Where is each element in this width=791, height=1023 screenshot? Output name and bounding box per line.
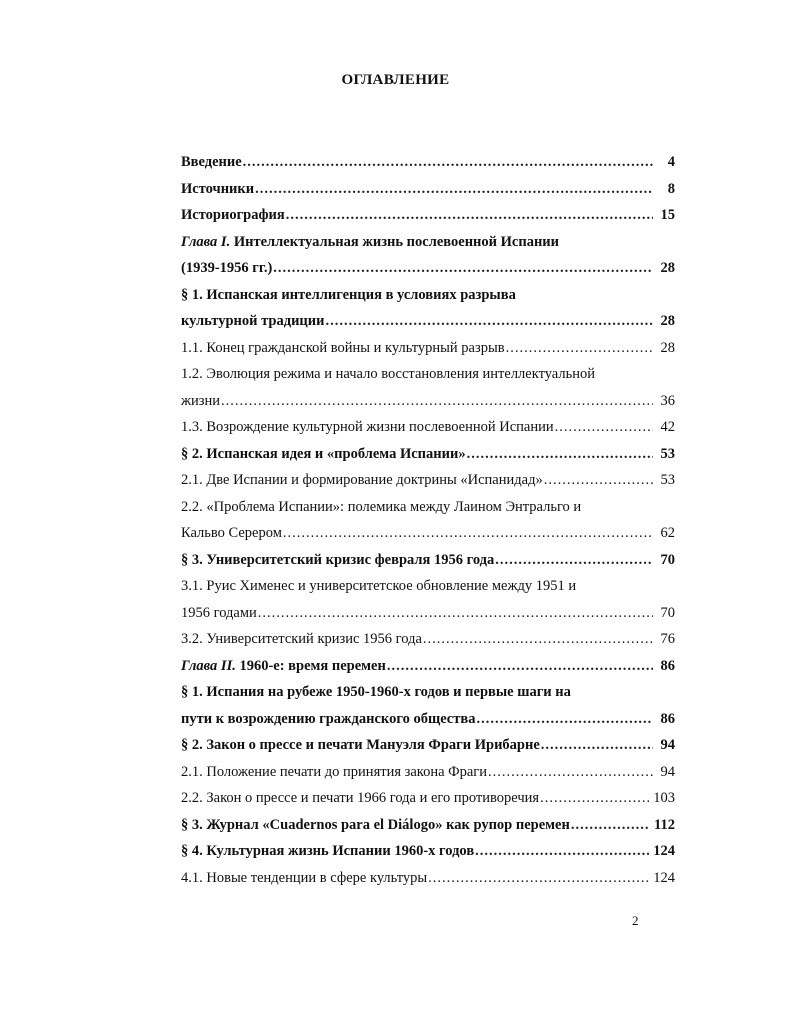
toc-entry [181,282,675,335]
leader-dots [258,600,653,627]
toc-entry-title: Источники [181,180,255,197]
toc-page-number: 28 [660,260,675,276]
toc-entry-title: Историография [181,207,285,223]
toc-entry [181,759,675,786]
toc-page-number: 28 [660,313,675,329]
toc-entry [181,467,675,494]
toc-entry-title-continued: пути к возрождению гражданского общества [181,710,476,727]
toc-entry [181,838,675,865]
toc-entry-line [181,626,675,653]
leader-dots [540,785,649,812]
leader-dots [273,255,653,282]
toc-entry-title-continued: Кальво Серером [181,525,282,541]
toc-entry-line [181,255,675,282]
leader-dots [476,706,653,733]
toc-page-number: 86 [660,657,675,674]
toc-entry-line [181,414,675,441]
toc-entry [181,812,675,839]
toc-entry-line [181,361,675,388]
toc-page-number: 94 [660,737,675,753]
page-title: ОГЛАВЛЕНИЕ [341,72,450,88]
leader-dots [571,812,650,839]
toc-entry-title-continued: 1956 годами [181,604,257,621]
toc-entry-title: Введение [181,154,242,170]
leader-dots [541,732,653,759]
toc-entry [181,785,675,812]
toc-entry-line [181,706,675,733]
toc-entry-line [181,547,675,574]
toc-entry [181,865,675,892]
toc-page-number: 112 [654,816,675,833]
toc-page-number: 42 [660,419,675,435]
toc-entry-line [181,149,675,176]
leader-dots [283,520,653,547]
toc-entry-line [181,282,675,309]
toc-entry [181,547,675,574]
toc-entry-title: § 3. Журнал «Cuadernos para el Diálogo» как рупор перемен [181,816,570,833]
toc-entry-line [181,653,675,680]
toc-entry [181,573,675,626]
leader-dots [255,176,653,203]
toc-entry-title: § 3. Университетский кризис февраля 1956 года [181,551,495,568]
toc-entry-line [181,732,675,759]
toc-entry-title: 1.1. Конец гражданской войны и культурный разрыв [181,339,505,356]
leader-dots [488,759,653,786]
toc-entry-title: 3.2. Университетский кризис 1956 года [181,631,422,647]
toc-entry-line [181,308,675,335]
toc-page-number: 70 [660,604,675,621]
toc-entry-line [181,785,675,812]
toc-page-number: 124 [653,869,675,886]
toc-entry-line [181,176,675,203]
toc-entry-line [181,229,675,256]
toc-page-number: 94 [660,763,675,780]
toc-entry-title: § 1. Испанская интеллигенция в условиях разрыва [181,286,516,303]
toc-entry-title: Интеллектуальная жизнь послевоенной Испании [233,233,560,250]
toc-entry-title: 2.2. «Проблема Испании»: полемика между Лаином Энтральго и [181,498,582,515]
leader-dots [423,626,653,653]
toc-entry-title: § 2. Закон о прессе и печати Мануэля Фраги Ирибарне [181,737,540,753]
toc-entry [181,732,675,759]
toc-entry-line [181,573,675,600]
toc-page-number: 103 [653,790,675,806]
toc-entry-line [181,388,675,415]
leader-dots [475,838,649,865]
toc-entry-title: § 1. Испания на рубеже 1950-1960-х годов и первые шаги на [181,684,571,700]
toc-entry [181,149,675,176]
toc-page-number: 70 [660,551,675,568]
toc-entry-title: 1.2. Эволюция режима и начало восстановления интеллектуальной [181,366,595,382]
toc-chapter-entry [181,653,675,680]
toc-entry-title: 2.1. Положение печати до принятия закона Фраги [181,763,488,780]
toc-entry-line [181,600,675,627]
toc-page-number: 8 [667,180,675,197]
leader-dots [467,441,653,468]
toc-entry [181,494,675,547]
toc-entry-title: § 4. Культурная жизнь Испании 1960-х годов [181,843,475,859]
page-number: 2 [632,913,639,928]
toc-entry [181,679,675,732]
chapter-label: Глава I. [181,233,231,250]
leader-dots [555,414,653,441]
toc-page-number: 53 [660,445,675,462]
leader-dots [221,388,653,415]
toc-entry-line [181,467,675,494]
toc-entry-line [181,759,675,786]
leader-dots [506,335,653,362]
toc-page-number: 15 [660,207,675,223]
toc-entry [181,176,675,203]
toc-entry [181,361,675,414]
toc-entry-line [181,520,675,547]
leader-dots [428,865,649,892]
toc-entry [181,202,675,229]
toc-entry-title: 3.1. Руис Хименес и университетское обновление между 1951 и [181,578,577,594]
toc-page-number: 76 [660,631,675,647]
toc-entry [181,441,675,468]
toc-page-number: 86 [660,710,675,727]
chapter-label: Глава II. [181,657,236,674]
toc-page-number: 36 [660,392,675,409]
toc-page-number: 28 [660,339,675,356]
toc-entry-line [181,679,675,706]
toc-entry-line [181,335,675,362]
toc-entry-title: 1960-е: время перемен [239,657,386,674]
toc-entry [181,335,675,362]
toc-entry-title-continued: (1939-1956 гг.) [181,260,273,276]
toc-page-number: 4 [667,154,675,170]
toc-entry [181,414,675,441]
toc-entry-line [181,812,675,839]
table-of-contents [181,149,675,891]
toc-entry-title: 2.2. Закон о прессе и печати 1966 года и его противоречия [181,790,540,806]
leader-dots [326,308,654,335]
toc-page-number: 62 [660,525,675,541]
toc-entry-title: 4.1. Новые тенденции в сфере культуры [181,869,428,886]
toc-entry-title: 1.3. Возрождение культурной жизни послевоенной Испании [181,419,554,435]
toc-entry-title: 2.1. Две Испании и формирование доктрины «Испанидад» [181,472,543,488]
leader-dots [544,467,653,494]
leader-dots [387,653,653,680]
toc-entry-title: § 2. Испанская идея и «проблема Испании» [181,445,466,462]
toc-entry [181,626,675,653]
leader-dots [495,547,653,574]
toc-page-number: 124 [653,843,675,859]
leader-dots [286,202,653,229]
toc-entry-title-continued: культурной традиции [181,313,325,329]
leader-dots [243,149,653,176]
toc-entry-line [181,494,675,521]
toc-entry-line [181,202,675,229]
toc-entry-line [181,865,675,892]
toc-entry-line [181,441,675,468]
toc-entry-title-continued: жизни [181,392,221,409]
toc-chapter-entry [181,229,675,282]
toc-page-number: 53 [660,472,675,488]
toc-entry-line [181,838,675,865]
